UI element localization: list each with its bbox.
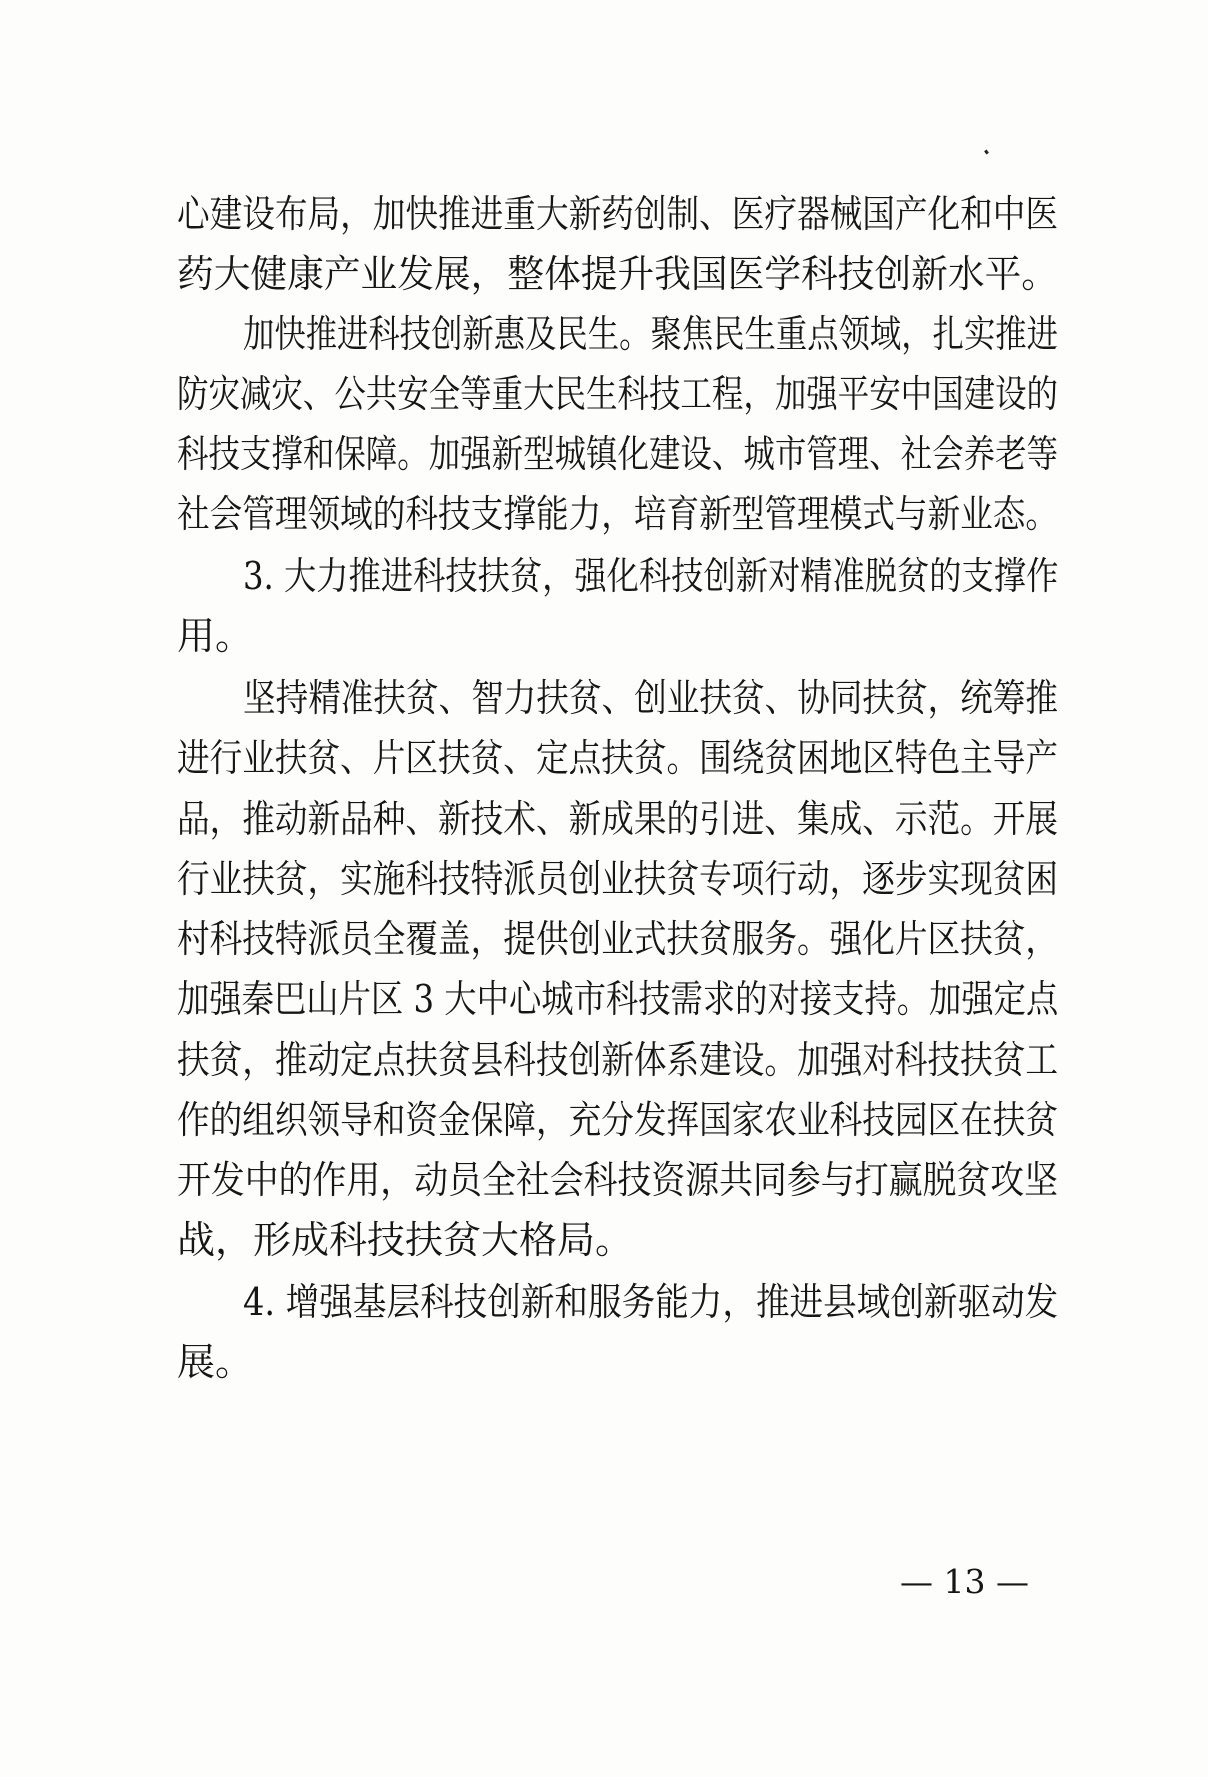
paragraph-line: 社会管理领域的科技支撑能力，培育新型管理模式与新业态。 [177, 492, 1059, 536]
paragraph-line: 科技支撑和保障。加强新型城镇化建设、城市管理、社会养老等 [177, 432, 1059, 476]
section-heading-line: 展。 [177, 1340, 254, 1384]
scan-speck [984, 150, 989, 155]
section-heading-line: 4. 增强基层科技创新和服务能力，推进县域创新驱动发 [243, 1280, 1059, 1324]
paragraph-line: 心建设布局，加快推进重大新药创制、医疗器械国产化和中医 [177, 192, 1059, 236]
section-heading-line: 用。 [177, 614, 254, 658]
paragraph-line: 加快推进科技创新惠及民生。聚焦民生重点领域，扎实推进 [243, 312, 1059, 356]
paragraph-line: 进行业扶贫、片区扶贫、定点扶贫。围绕贫困地区特色主导产 [177, 736, 1059, 780]
paragraph-line: 加强秦巴山片区 3 大中心城市科技需求的对接支持。加强定点 [177, 977, 1059, 1021]
paragraph-line: 药大健康产业发展，整体提升我国医学科技创新水平。 [177, 252, 1059, 296]
paragraph-line: 村科技特派员全覆盖，提供创业式扶贫服务。强化片区扶贫， [177, 917, 1059, 961]
paragraph-line: 坚持精准扶贫、智力扶贫、创业扶贫、协同扶贫，统筹推 [243, 676, 1059, 720]
paragraph-line: 战，形成科技扶贫大格局。 [177, 1218, 634, 1262]
paragraph-line: 开发中的作用，动员全社会科技资源共同参与打赢脱贫攻坚 [177, 1158, 1059, 1202]
paragraph-line: 行业扶贫，实施科技特派员创业扶贫专项行动，逐步实现贫困 [177, 857, 1059, 901]
paragraph-line: 作的组织领导和资金保障，充分发挥国家农业科技园区在扶贫 [177, 1098, 1059, 1142]
page-number: — 13 — [900, 1562, 1029, 1601]
paragraph-line: 品，推动新品种、新技术、新成果的引进、集成、示范。开展 [177, 797, 1059, 841]
section-heading-line: 3. 大力推进科技扶贫，强化科技创新对精准脱贫的支撑作 [243, 554, 1059, 598]
paragraph-line: 扶贫，推动定点扶贫县科技创新体系建设。加强对科技扶贫工 [177, 1038, 1059, 1082]
paragraph-line: 防灾减灾、公共安全等重大民生科技工程，加强平安中国建设的 [177, 372, 1059, 416]
